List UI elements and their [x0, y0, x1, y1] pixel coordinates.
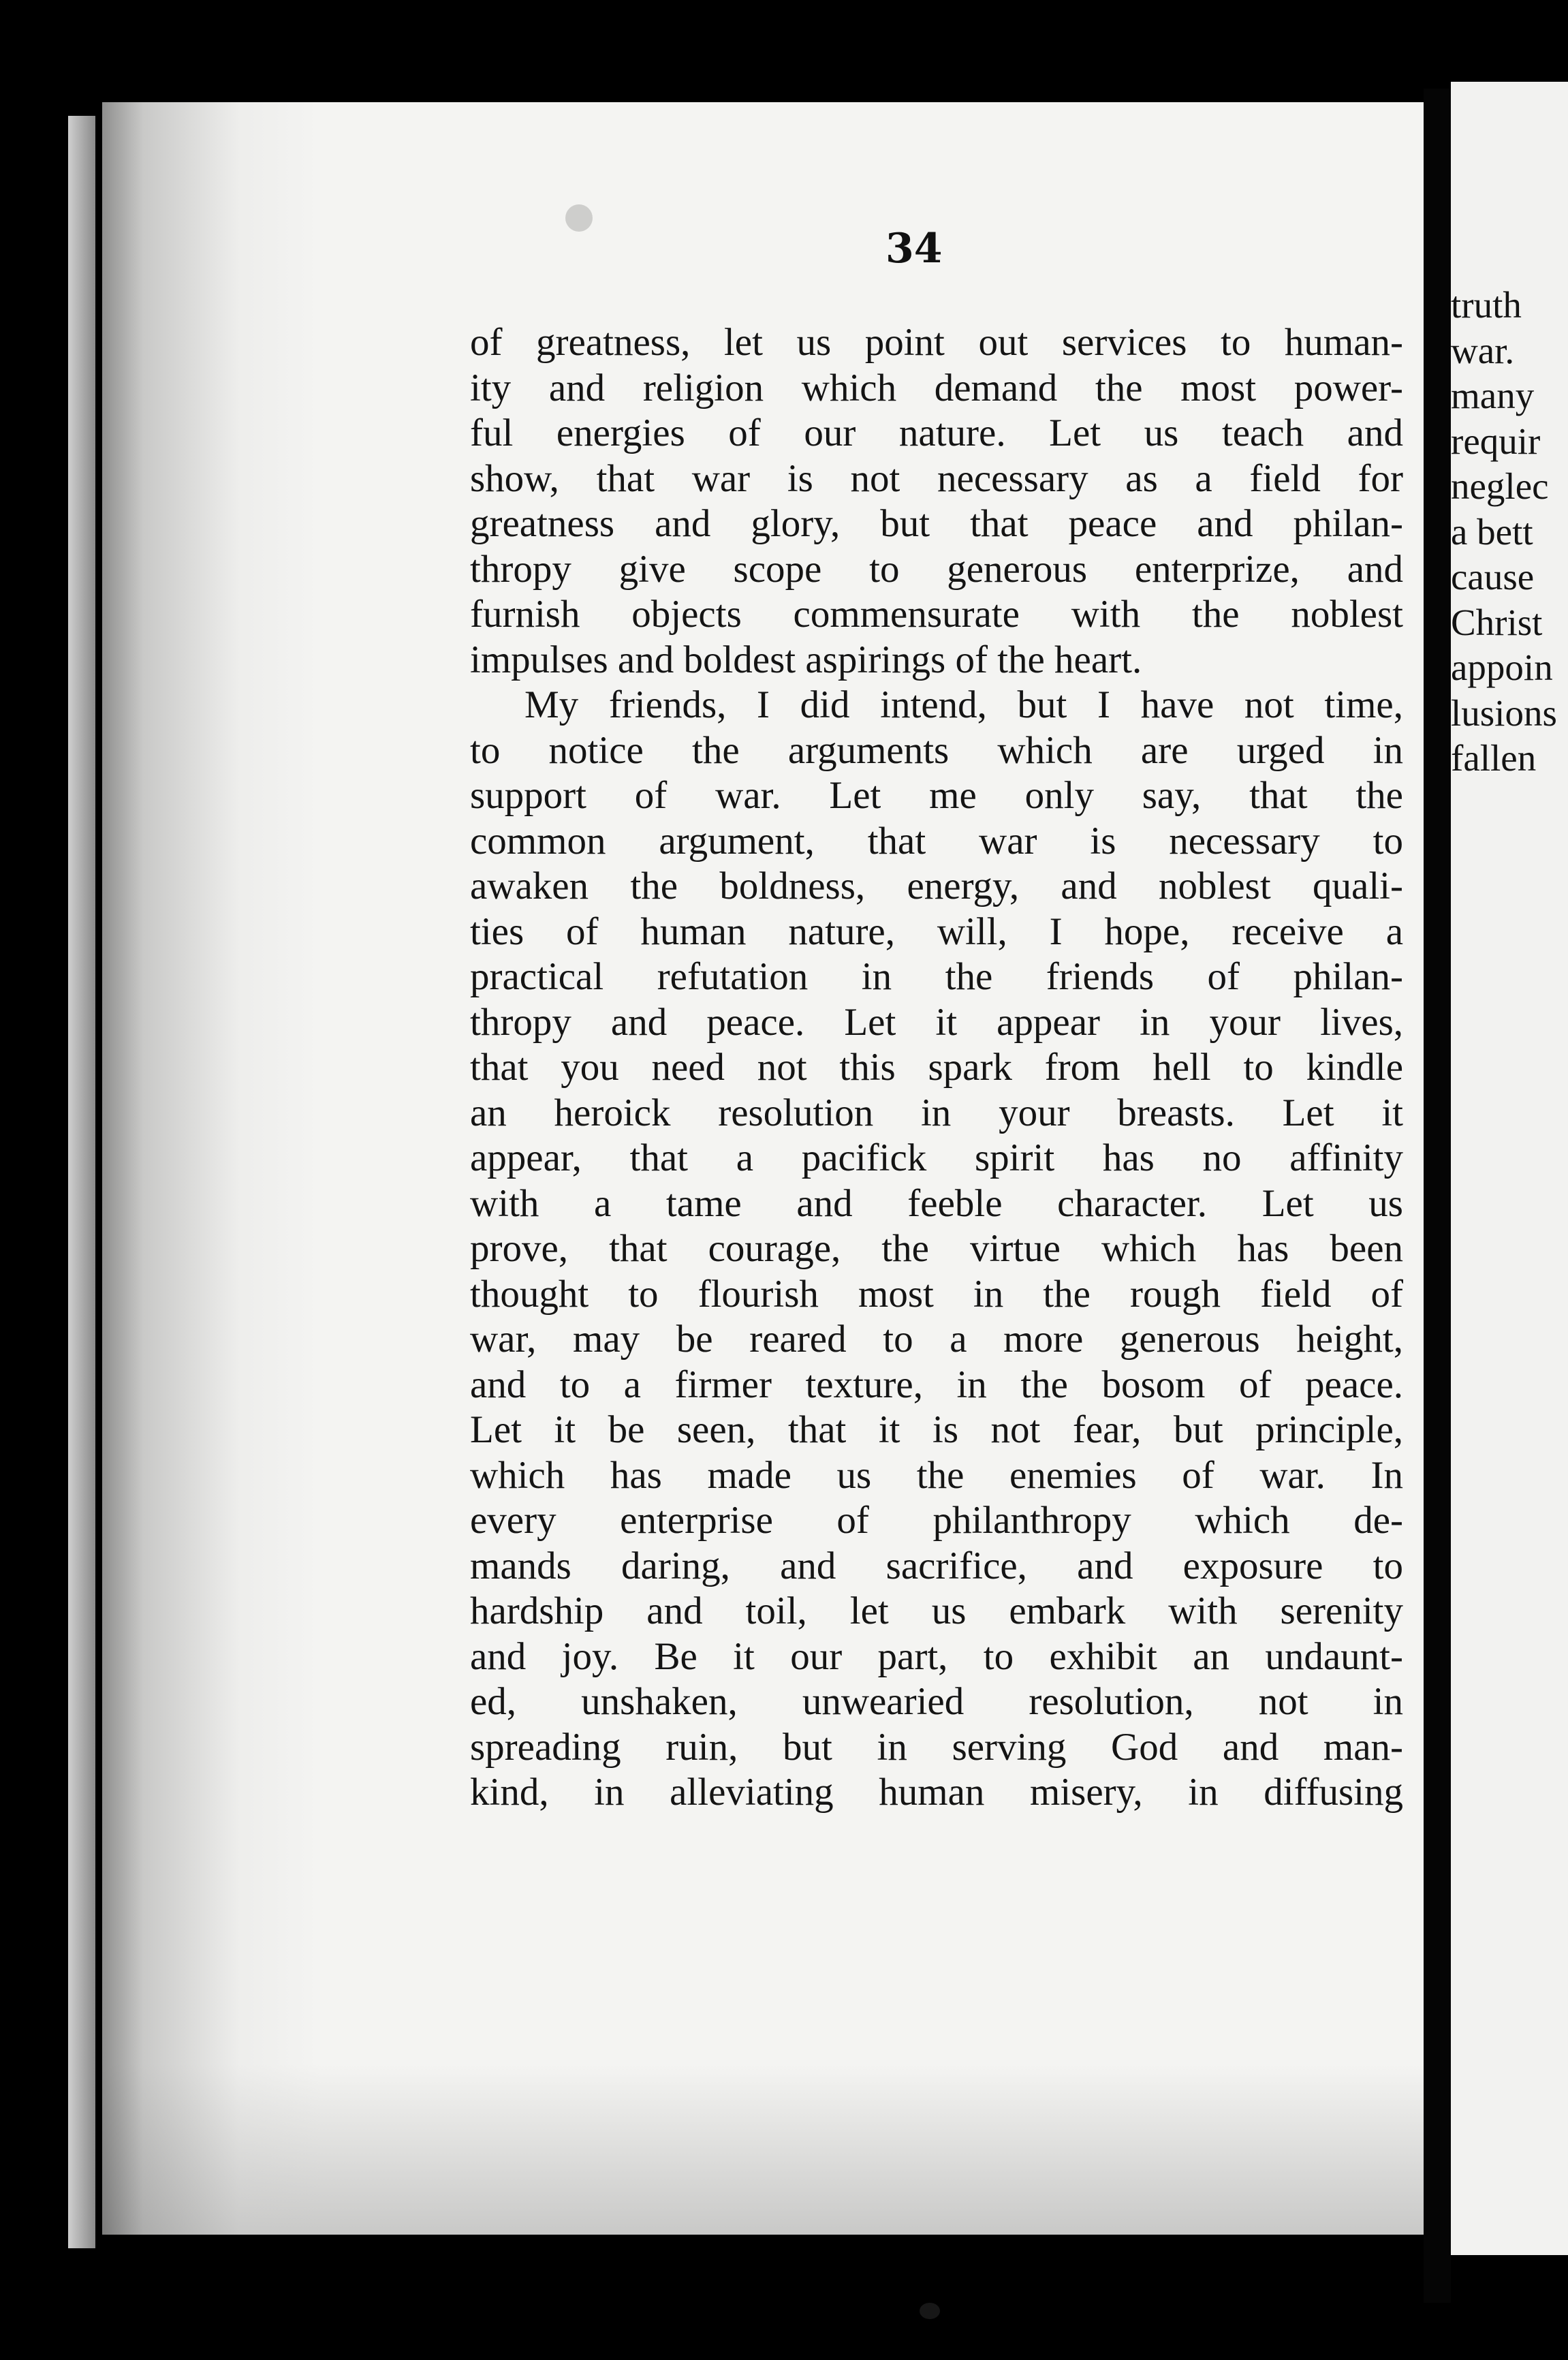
text-line: lusions — [1451, 692, 1557, 734]
text-line: and joy. Be it our part, to exhibit an undaunt- — [470, 1634, 1403, 1678]
text-line: mands daring, and sacrifice, and exposure to — [470, 1544, 1403, 1587]
text-line: furnish objects commensurate with the noblest — [470, 593, 1403, 636]
page-edge — [68, 116, 95, 2248]
text-line: appear, that a pacifick spirit has no affinity — [470, 1136, 1403, 1179]
text-line: kind, in alleviating human misery, in diffusing — [470, 1771, 1403, 1814]
text-line: Let it be seen, that it is not fear, but principle, — [470, 1408, 1403, 1451]
right-page-text — [1451, 283, 1568, 781]
text-line: ful energies of our nature. Let us teach and — [470, 412, 1403, 454]
text-line: a bett — [1451, 510, 1533, 553]
text-line: Christ — [1451, 601, 1543, 643]
text-line: thropy and peace. Let it appear in your lives, — [470, 1000, 1403, 1044]
text-line: with a tame and feeble character. Let us — [470, 1181, 1403, 1225]
text-line: many — [1451, 375, 1535, 416]
text-line: awaken the boldness, energy, and noblest quali- — [470, 865, 1403, 907]
left-page-text — [470, 320, 1403, 1816]
paper-stain — [920, 2303, 940, 2319]
text-line: thought to flourish most in the rough field of — [470, 1272, 1403, 1316]
text-line: that you need not this spark from hell to kindle — [470, 1046, 1403, 1089]
text-line: ity and religion which demand the most power- — [470, 366, 1403, 409]
text-line: prove, that courage, the virtue which has been — [470, 1227, 1403, 1270]
text-line: and to a firmer texture, in the bosom of peace. — [470, 1363, 1403, 1406]
text-line: war, may be reared to a more generous height, — [470, 1318, 1403, 1361]
text-line: every enterprise of philanthropy which de- — [470, 1499, 1403, 1542]
text-line: common argument, that war is necessary to — [470, 819, 1403, 863]
text-line: support of war. Let me only say, that the — [470, 774, 1403, 817]
text-line: show, that war is not necessary as a field for — [470, 456, 1403, 500]
text-line: of greatness, let us point out services to human- — [470, 321, 1403, 364]
text-line: neglec — [1451, 465, 1549, 507]
text-line: impulses and boldest aspirings of the heart. — [470, 638, 1142, 681]
paper-stain — [565, 204, 593, 232]
text-line: appoin — [1451, 647, 1553, 688]
text-line: an heroick resolution in your breasts. Let it — [470, 1091, 1403, 1134]
text-line: thropy give scope to generous enterprize, and — [470, 547, 1403, 591]
book-gutter — [1424, 89, 1451, 2303]
text-line: practical refutation in the friends of philan- — [470, 955, 1403, 998]
text-line: truth — [1451, 284, 1522, 326]
text-line: cause — [1451, 556, 1535, 597]
text-line: fallen — [1451, 737, 1537, 779]
text-line: war. — [1451, 329, 1515, 371]
text-line: ties of human nature, will, I hope, receive a — [470, 910, 1403, 953]
text-line: which has made us the enemies of war. In — [470, 1453, 1403, 1497]
text-line: to notice the arguments which are urged in — [470, 728, 1403, 772]
text-line: requir — [1451, 420, 1541, 462]
text-line: ed, unshaken, unwearied resolution, not in — [470, 1680, 1403, 1723]
text-line: My friends, I did intend, but I have not time, — [524, 683, 1403, 726]
text-line: spreading ruin, but in serving God and man- — [470, 1725, 1403, 1769]
text-line: greatness and glory, but that peace and philan- — [470, 502, 1403, 545]
page-number: 34 — [885, 225, 943, 273]
text-line: hardship and toil, let us embark with serenity — [470, 1589, 1403, 1632]
